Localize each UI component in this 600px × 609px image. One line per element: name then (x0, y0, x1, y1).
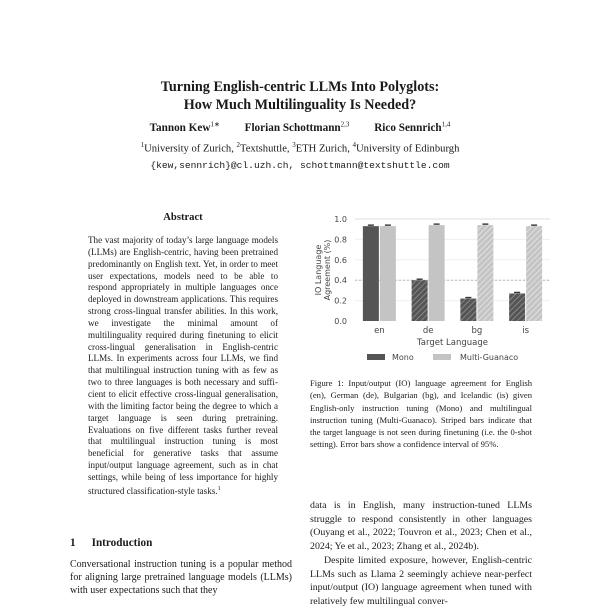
x-axis-label: Target Language (417, 338, 488, 348)
x-tick-label: en (374, 326, 385, 336)
figure-caption: Figure 1: Input/output (IO) language agreement for English (en), German (de), Bulgarian (bg), and Icelandic (is) given English-only instruction tuning (Mono) and multilingual instruction tuning (Multi-Guanaco). Striped bars indicate that the target language is not seen during finetuning (i.e. the 0-shot setting). Error bars show a confidence interval of 95%. (310, 378, 532, 450)
x-tick-label: de (422, 326, 434, 336)
legend-swatch-multi-guanaco (433, 354, 451, 360)
author-emails: {kew,sennrich}@cl.uzh.ch, schottmann@textshuttle.com (150, 160, 450, 171)
bar-mono-en (363, 226, 379, 321)
abstract-heading: Abstract (163, 212, 203, 223)
author: Rico Sennrich$^{1,4}$ (374, 120, 451, 134)
y-tick-label: 0.0 (334, 317, 347, 326)
affiliations: $^1$University of Zurich, $^2$Textshuttle, $^3$ETH Zurich, $^4$University of Edinburgh (140, 141, 460, 155)
author: Tannon Kew$^{1∗}$ (149, 120, 220, 134)
intro-paragraph: Conversational instruction tuning is a popular method for aligning large pretrained language models (LLMs) with user expectations such that they (70, 559, 292, 597)
y-tick-label: 0.4 (334, 276, 347, 286)
y-axis-label: IO LanguageAgreement (%) (314, 239, 332, 301)
section-heading: 1 Introduction (70, 537, 153, 549)
title-line-2: How Much Multilinguality Is Needed? (183, 97, 417, 113)
y-tick-label: 1.0 (334, 215, 347, 224)
bar-mono-bg (460, 299, 476, 321)
author: Florian Schottmann$^{2,3}$ (244, 120, 350, 134)
bar-mono-is (509, 293, 525, 321)
y-tick-label: 0.2 (334, 296, 347, 306)
title-line-1: Turning English-centric LLMs Into Polyglots: (160, 79, 440, 95)
figure-1-chart (305, 210, 555, 360)
bar-multi-guanaco-en (380, 226, 396, 321)
bar-multi-guanaco-bg (477, 225, 493, 321)
legend-swatch-mono (367, 354, 385, 360)
author-list (0, 120, 600, 134)
bar-multi-guanaco-is (526, 226, 542, 321)
x-tick-label: is (522, 326, 530, 336)
legend-label: Multi-Guanaco (460, 353, 519, 360)
paragraph: Despite limited exposure, however, English-centric LLMs such as Llama 2 seemingly achieve near-perfect input/output (IO) language agreement when tuned with relatively few multilingual conver- (310, 554, 532, 607)
bar-chart (305, 210, 555, 360)
bar-multi-guanaco-de (429, 225, 445, 321)
paragraph: data is in English, many instruction-tuned LLMs struggle to respond consistently in other languages (Ouyang et al., 2022; Touvron et al., 2023; Chen et al., 2024; Ye et al., 2023; Zhang et al., 2024b). (310, 500, 532, 553)
column-2-text (310, 499, 532, 609)
y-tick-label: 0.6 (334, 255, 347, 265)
legend-label: Mono (392, 353, 414, 360)
bar-mono-de (412, 280, 428, 321)
abstract-body: The vast majority of today’s large language models (LLMs) are English-centric, having been pretrained predominantly on English text. Yet, in order to meet user expectations, models need to be able to respond appropriately in multiple languages once deployed in downstream applications. This requires strong cross-lingual transfer abilities. In this work, we investigate the minimal amount of multilinguality required during finetuning to elicit cross-lingual generalisation in English-centric LLMs. In experiments across four LLMs, we find that multilingual instruction tuning with as few as two to three languages is both necessary and sufficient to elicit effective cross-lingual generalisation, with the limiting factor being the degree to which a target language is seen during pretraining. Evaluations on five different tasks further reveal that multilingual instruction tuning is most beneficial for generative tasks that assume input/output language agreement, such as in chat settings, while being of less importance for highly structured classification-style tasks.$^1$ (88, 235, 278, 496)
x-tick-label: bg (471, 326, 483, 336)
y-tick-label: 0.8 (334, 235, 347, 245)
footnote-mark: 1 (217, 485, 221, 492)
paper-title (0, 78, 600, 114)
